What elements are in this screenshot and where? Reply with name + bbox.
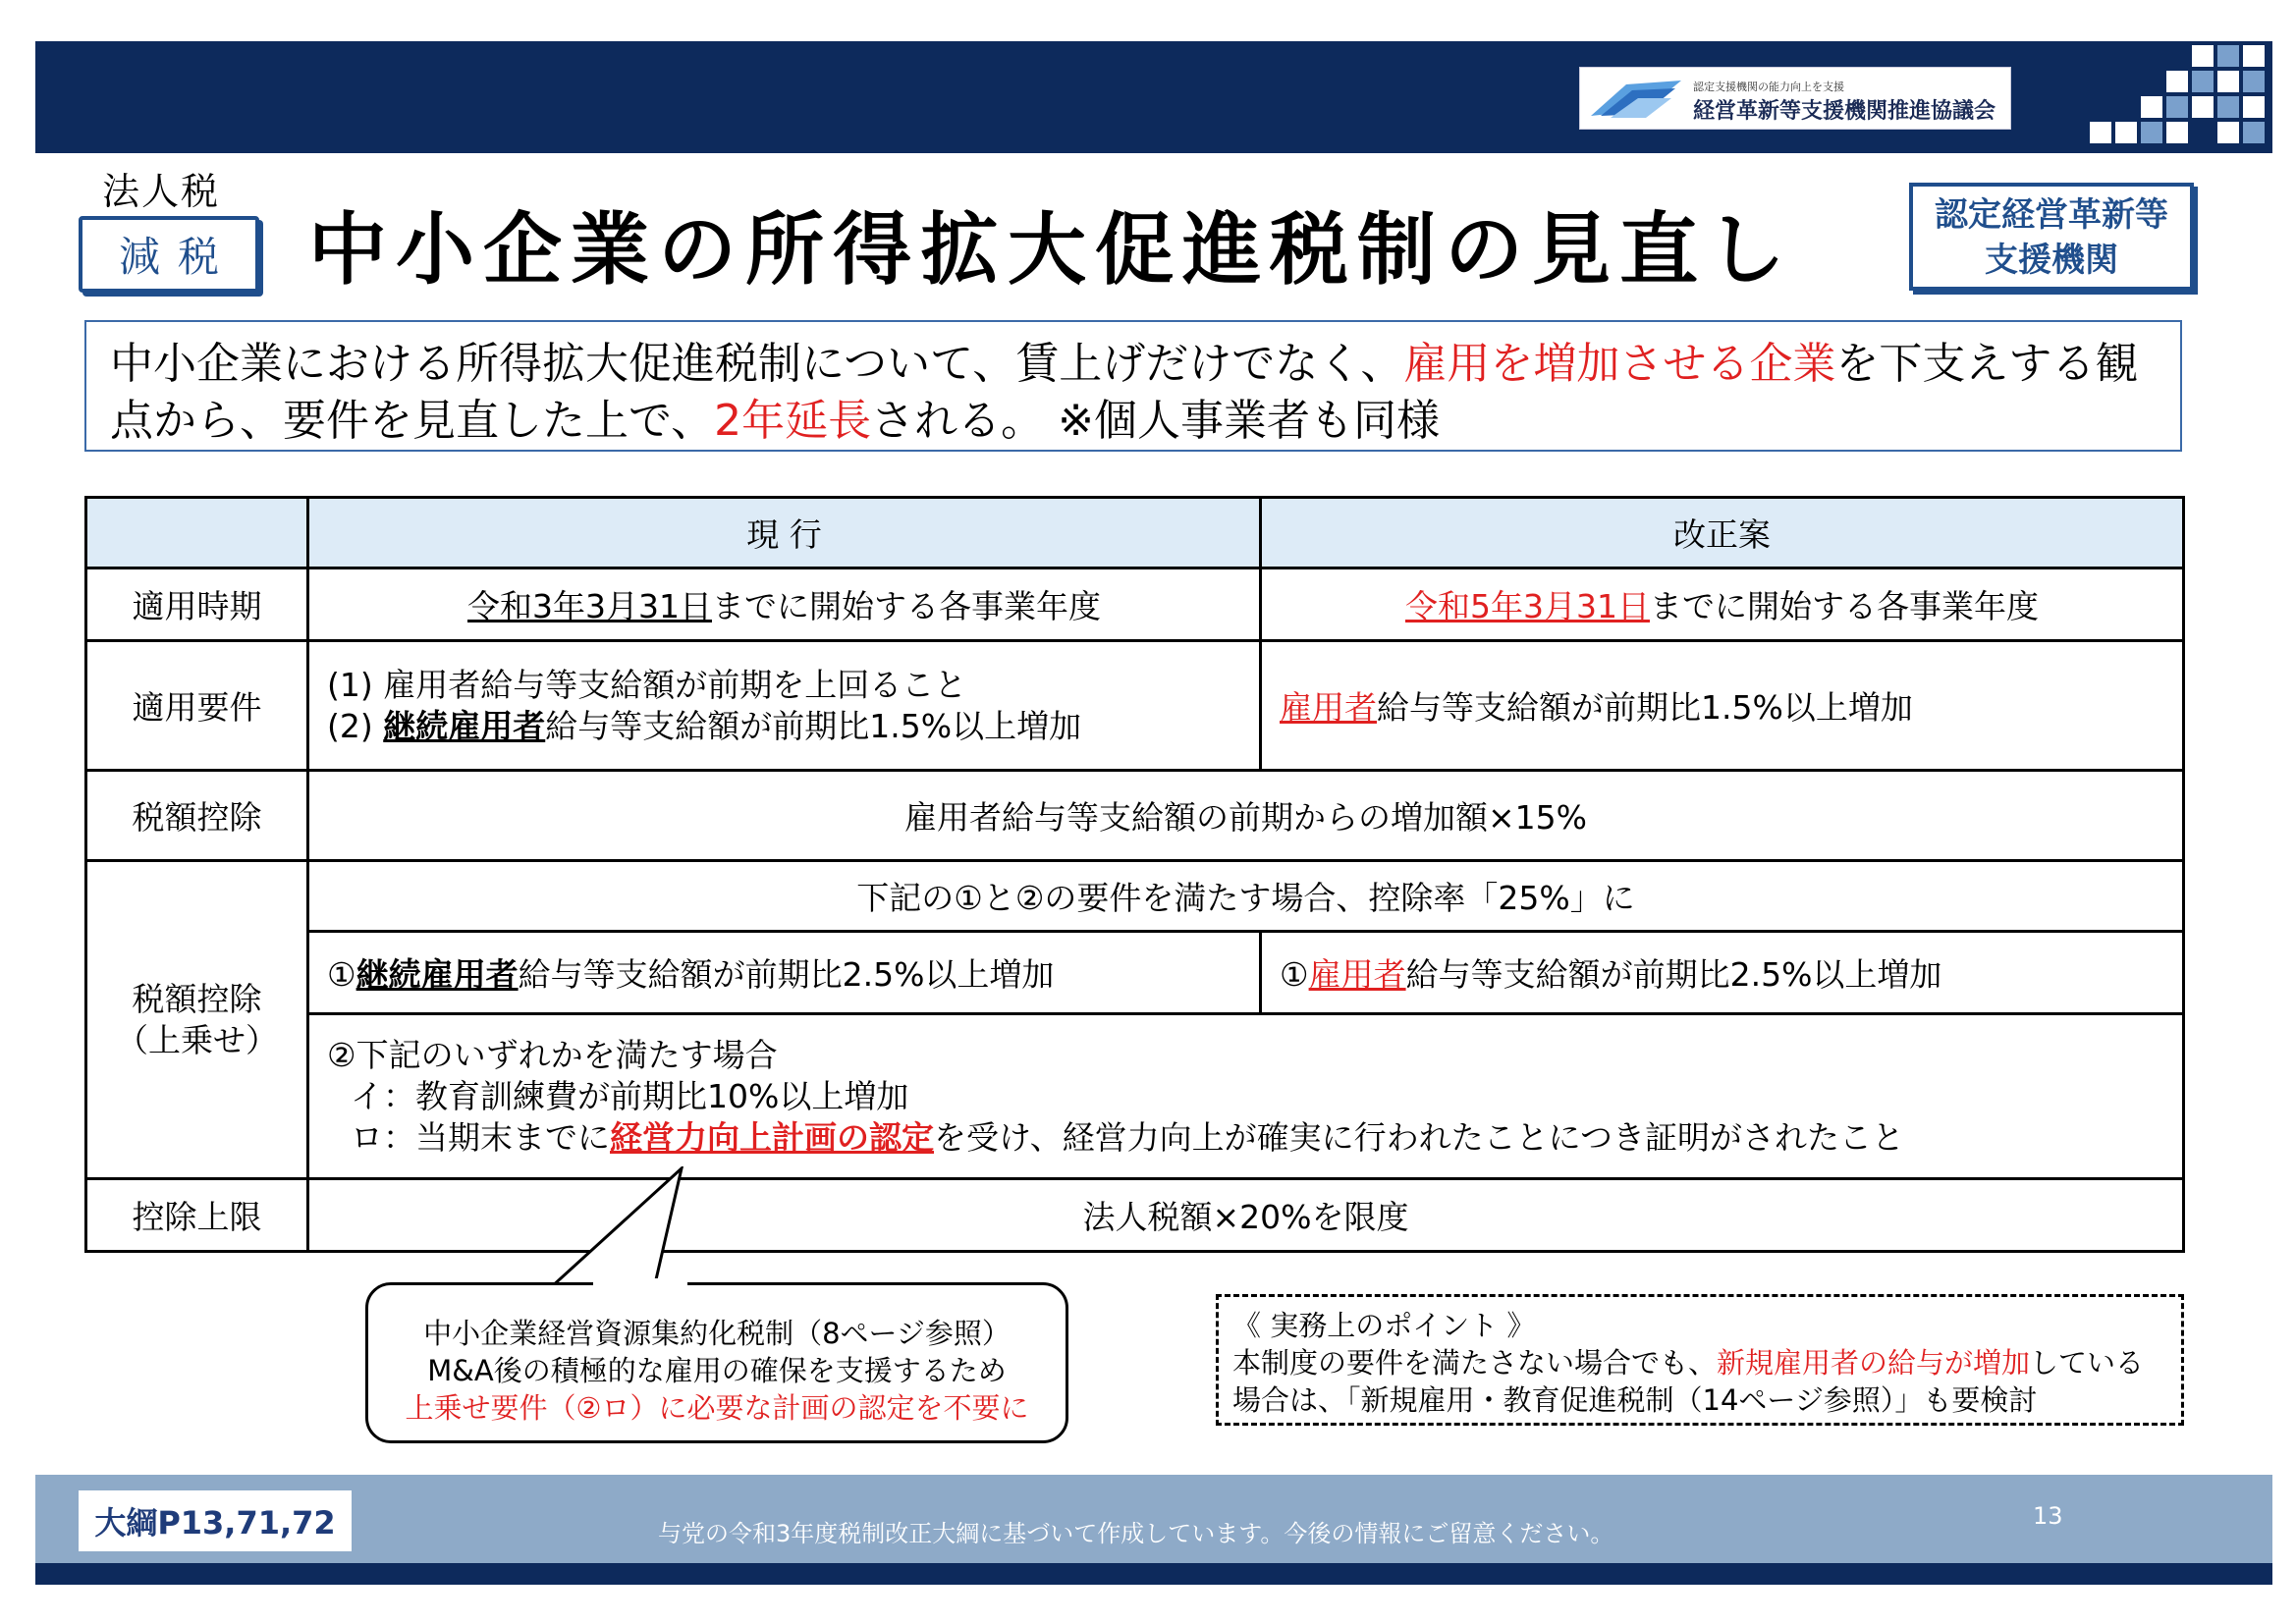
limit-value: 法人税額×20%を限度 bbox=[308, 1179, 2184, 1252]
period-current-date: 令和3年3月31日 bbox=[467, 587, 712, 625]
period-proposed-date: 令和5年3月31日 bbox=[1405, 587, 1650, 625]
addon-employee-term: 雇用者 bbox=[1308, 955, 1406, 994]
addon-condition-ro bbox=[327, 1117, 2164, 1159]
practical-point-box bbox=[1216, 1294, 2184, 1426]
requirement-current bbox=[308, 641, 1261, 771]
row-label-period: 適用時期 bbox=[86, 568, 308, 641]
addon-current-text: 給与等支給額が前期比2.5%以上増加 bbox=[518, 955, 1055, 994]
footer-stripe bbox=[35, 1563, 2272, 1585]
summary-highlight-employment: 雇用を増加させる企業 bbox=[1403, 339, 1836, 389]
addon-continuing-employee-term: 継続雇用者 bbox=[355, 955, 519, 994]
page-number: 13 bbox=[2033, 1502, 2063, 1530]
point-line-2 bbox=[1232, 1344, 2167, 1381]
row-label-addon bbox=[86, 861, 308, 1179]
addon-condition-ro-prefix: ロ：当期末までに bbox=[351, 1117, 610, 1157]
requirement-current-1: (1) 雇用者給与等支給額が前期を上回ること bbox=[327, 665, 967, 704]
addon-conditions bbox=[308, 1014, 2184, 1179]
employee-term: 雇用者 bbox=[1280, 688, 1377, 727]
row-label-requirement: 適用要件 bbox=[86, 641, 308, 771]
callout-pointer bbox=[550, 1166, 697, 1288]
callout-line-2: M&A後の積極的な雇用の確保を支援するため bbox=[427, 1354, 1007, 1387]
requirement-current-2-prefix: (2) bbox=[327, 706, 384, 745]
row-label-limit: 控除上限 bbox=[86, 1179, 308, 1252]
column-header-current: 現 行 bbox=[308, 498, 1261, 568]
addon-proposed bbox=[1261, 932, 2184, 1014]
header-empty-cell bbox=[86, 498, 308, 568]
certified-agency-badge bbox=[1909, 183, 2194, 291]
column-header-proposed: 改正案 bbox=[1261, 498, 2184, 568]
callout-line-3: 上乗せ要件（②ロ）に必要な計画の認定を不要に bbox=[405, 1391, 1029, 1425]
addon-condition-title: ②下記のいずれかを満たす場合 bbox=[327, 1035, 778, 1074]
badge-line-1: 認定経営革新等 bbox=[1935, 195, 2168, 235]
summary-text-3: される。 ※個人事業者も同様 bbox=[871, 396, 1440, 446]
period-proposed-text: までに開始する各事業年度 bbox=[1649, 587, 2039, 625]
row-label-addon-1: 税額控除 bbox=[132, 979, 262, 1018]
logo-name: 経営革新等支援機関推進協議会 bbox=[1693, 99, 1996, 124]
summary-box bbox=[84, 320, 2182, 452]
requirement-proposed bbox=[1261, 641, 2184, 771]
row-label-addon-2: （上乗せ） bbox=[116, 1020, 278, 1059]
callout-line-1: 中小企業経営資源集約化税制（8ページ参照） bbox=[423, 1317, 1011, 1350]
summary-highlight-extension: 2年延長 bbox=[714, 396, 872, 446]
tax-reduction-tag: 減税 bbox=[79, 216, 259, 293]
deduction-value: 雇用者給与等支給額の前期からの増加額×15% bbox=[308, 771, 2184, 861]
callout-mask bbox=[593, 1278, 687, 1286]
addon-intro: 下記の①と②の要件を満たす場合、控除率「25%」に bbox=[308, 861, 2184, 932]
addon-current-prefix: ① bbox=[327, 955, 356, 994]
tax-category: 法人税 bbox=[102, 170, 221, 213]
outline-reference: 大綱P13,71,72 bbox=[79, 1490, 352, 1551]
point-line-2-post: している bbox=[2030, 1346, 2145, 1380]
addon-condition-i: イ：教育訓練費が前期比10%以上増加 bbox=[351, 1076, 909, 1115]
callout-bubble bbox=[365, 1282, 1068, 1443]
addon-proposed-prefix: ① bbox=[1280, 955, 1309, 994]
point-line-2-pre: 本制度の要件を満たさない場合でも、 bbox=[1232, 1346, 1718, 1380]
page-title: 中小企業の所得拡大促進税制の見直し bbox=[308, 204, 1794, 296]
logo-tagline: 認定支援機関の能力向上を支援 bbox=[1693, 81, 1844, 93]
period-current bbox=[308, 568, 1261, 641]
addon-current bbox=[308, 932, 1261, 1014]
point-line-3: 場合は、「新規雇用・教育促進税制（14ページ参照）」も要検討 bbox=[1232, 1383, 2038, 1417]
period-proposed bbox=[1261, 568, 2184, 641]
point-title: 《 実務上のポイント 》 bbox=[1232, 1309, 1536, 1342]
management-plan-certification: 経営力向上計画の認定 bbox=[610, 1117, 934, 1157]
footer-note: 与党の令和3年度税制改正大綱に基づいて作成しています。今後の情報にご留意ください。 bbox=[658, 1520, 1614, 1547]
logo-wave-icon bbox=[1587, 77, 1681, 120]
summary-text-2: を下支えする観点から、要件を見直した上で、 bbox=[110, 339, 2139, 446]
checker-pattern bbox=[2043, 41, 2272, 153]
comparison-table bbox=[84, 496, 2185, 1253]
badge-line-2: 支援機関 bbox=[1985, 241, 2118, 280]
summary-text-1: 中小企業における所得拡大促進税制について、賃上げだけでなく、 bbox=[110, 339, 1404, 389]
requirement-proposed-text: 給与等支給額が前期比1.5%以上増加 bbox=[1377, 688, 1913, 727]
addon-condition-ro-text: を受け、経営力向上が確実に行われたことにつき証明がされたこと bbox=[934, 1117, 1905, 1157]
continuing-employee-term: 継続雇用者 bbox=[383, 706, 546, 745]
requirement-current-2 bbox=[327, 706, 1241, 747]
addon-proposed-text: 給与等支給額が前期比2.5%以上増加 bbox=[1405, 955, 1942, 994]
row-label-deduction: 税額控除 bbox=[86, 771, 308, 861]
point-highlight: 新規雇用者の給与が増加 bbox=[1717, 1346, 2031, 1380]
period-current-text: までに開始する各事業年度 bbox=[711, 587, 1101, 625]
requirement-current-2-text: 給与等支給額が前期比1.5%以上増加 bbox=[545, 706, 1082, 745]
